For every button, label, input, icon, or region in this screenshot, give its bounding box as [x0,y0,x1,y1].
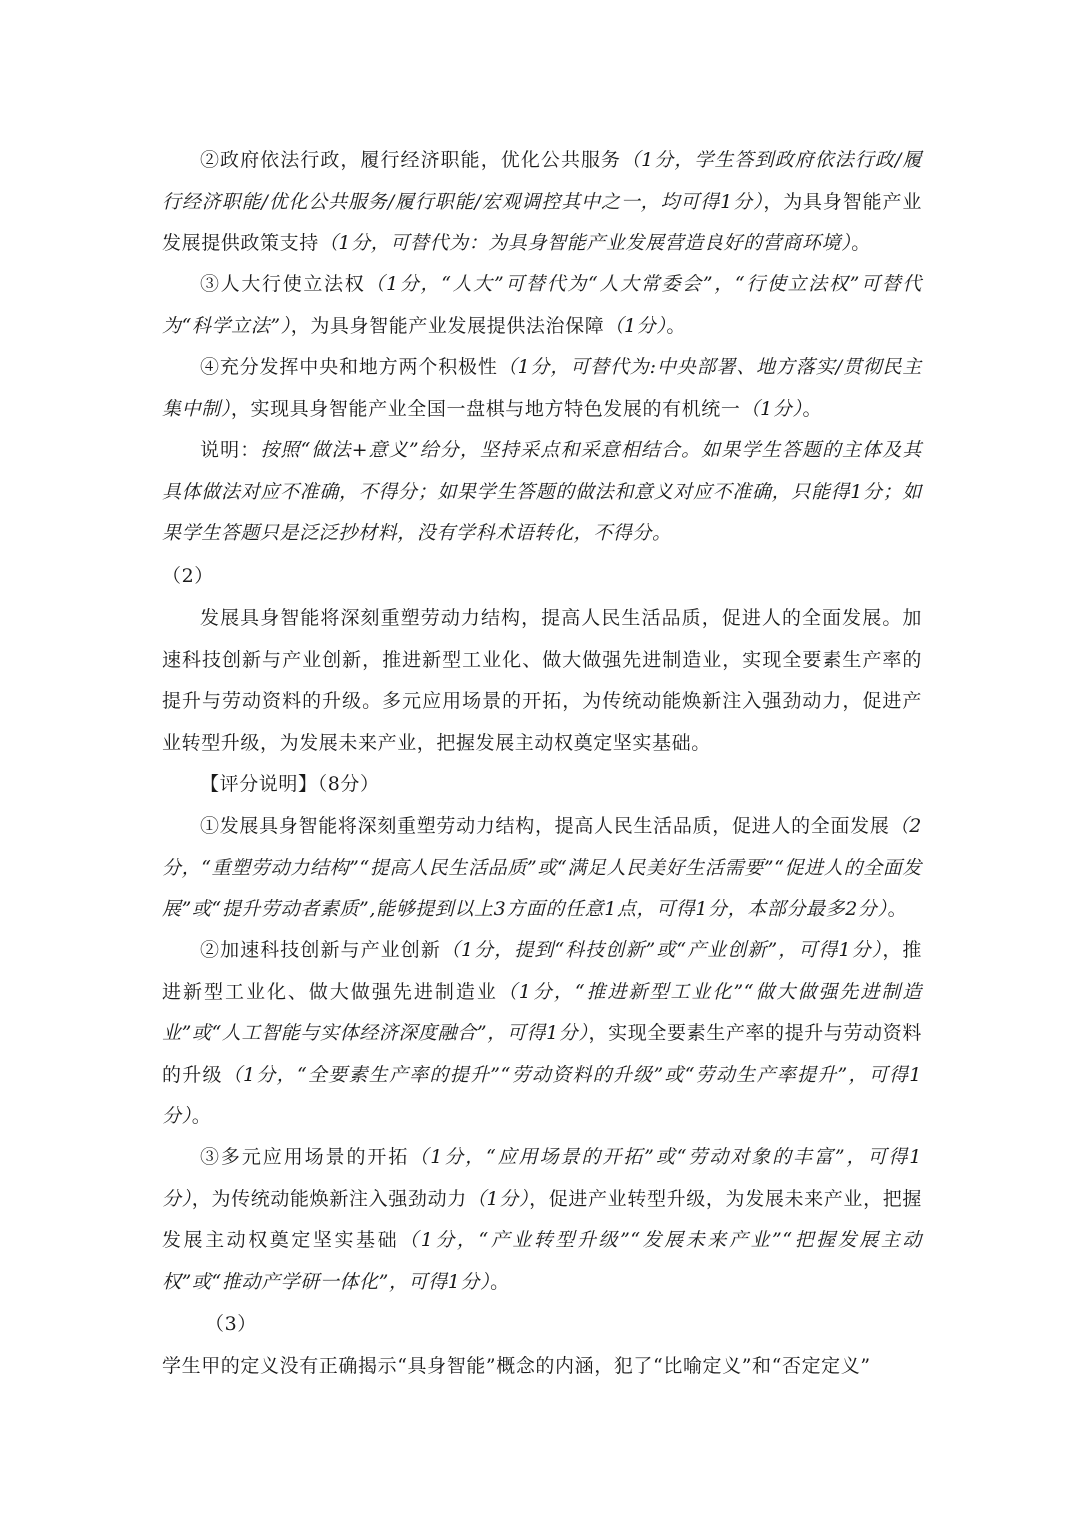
scoring-item-3 [162,1137,922,1303]
answer-item-4-central-local [162,347,922,430]
scoring-title: 【评分说明】（8分） [200,773,380,795]
answer-text: 。 [802,397,823,420]
scoring-item-2 [162,930,922,1138]
scoring-criteria-text: （2分，“重塑劳动力结构”“提高人民生活品质”或“满足人民美好生活需要”“促进人的全面发展”或“提升劳动者素质”,能够提到以上3方面的任意1点，可得1分，本部分最多2分） [162,815,922,920]
answer-text: ，推进新型工业化、做大做强先进制造业 [162,939,923,1003]
answer-item-2-government [162,140,922,265]
answer-text: 。 [666,314,686,337]
question-3-label: （3） [205,1313,257,1335]
answer-text: ③多元应用场景的开拓 [200,1146,410,1168]
scoring-note [162,430,922,555]
answer-text: ②加速科技创新与产业创新 [200,939,441,961]
answer-text: ，为具身智能产业发展提供政策支持 [162,190,922,254]
answer-text: ①发展具身智能将深刻重塑劳动力结构，提高人民生活品质，促进人的全面发展 [200,815,890,837]
scoring-criteria-text: （1分，“应用场景的开拓”或“劳动对象的丰富”，可得1分） [162,1146,922,1210]
question-2-answer: 发展具身智能将深刻重塑劳动力结构，提高人民生活品质，促进人的全面发展。加速科技创新与产业创新，推进新型工业化、做大做强先进制造业，实现全要素生产率的提升与劳动资料的升级。多元应用场景的开拓，为传统动能焕新注入强劲动力，促进产业转型升级，为发展未来产业，把握发展主动权奠定坚实基础。 [162,607,922,754]
answer-text: ，促进产业转型升级，为发展未来产业，把握发展主动权奠定坚实基础 [162,1187,922,1251]
answer-text: ，为具身智能产业发展提供法治保障 [290,314,605,337]
answer-text: ②政府依法行政，履行经济职能，优化公共服务 [200,149,622,171]
scoring-criteria-text: （1分，提到“科技创新”或“产业创新”，可得1分） [440,939,883,961]
answer-text: 。 [191,1105,212,1127]
scoring-criteria-text: 按照“做法+意义”给分，坚持采点和采意相结合。如果学生答题的主体及其具体做法对应不准确，不得分；如果学生答题的做法和意义对应不准确，只能得1分；如果学生答题只是泛泛抄材料，没有学科术语转化，不得分。 [162,439,922,544]
answer-text: ④充分发挥中央和地方两个积极性 [200,356,498,378]
scoring-criteria-text: （1分，可替代为:中央部署、地方落实/贯彻民主集中制） [162,356,922,420]
scoring-criteria-text: （1分，“推进新型工业化”“做大做强先进制造业”或“人工智能与实体经济深度融合”，可得1分） [162,980,922,1044]
answer-item-3-npc [162,264,922,347]
scoring-criteria-text: （1分） [604,314,667,337]
answer-text: 。 [887,898,908,920]
scoring-criteria-text: （1分，可替代为：为具身智能产业发展营造良好的营商环境） [318,232,852,254]
scoring-criteria-text: （1分，学生答到政府依法行政/履行经济职能/优化公共服务/履行职能/宏观调控其中之一，均可得1分） [162,149,922,213]
answer-text: ，实现全要素生产率的提升与劳动资料的升级 [162,1022,922,1086]
answer-text: 说明： [200,439,261,461]
answer-text: 。 [490,1270,510,1293]
question-3-answer: 学生甲的定义没有正确揭示“具身智能”概念的内涵，犯了“比喻定义”和“否定定义” [162,1355,871,1377]
answer-text: ③人大行使立法权 [200,273,366,295]
scoring-item-1 [162,806,922,931]
question-2-label: （2） [162,565,214,587]
scoring-criteria-text: （1分，“产业转型升级”“发展未来产业”“把握发展主动权”或“推动产学研一体化”，可得1分） [162,1229,922,1293]
answer-text: ，实现具身智能产业全国一盘棋与地方特色发展的有机统一 [230,397,741,420]
answer-text: 。 [851,232,871,254]
scoring-criteria-text: （1分，“全要素生产率的提升”“劳动资料的升级”或“劳动生产率提升”，可得1分） [162,1063,922,1127]
scoring-criteria-text: （1分，“人大”可替代为“人大常委会”，“行使立法权”可替代为“科学立法”） [162,273,922,337]
scoring-criteria-text: （1分） [740,397,803,420]
scoring-criteria-text: （1分） [466,1187,530,1210]
answer-text: ，为传统动能焕新注入强劲动力 [191,1187,467,1210]
